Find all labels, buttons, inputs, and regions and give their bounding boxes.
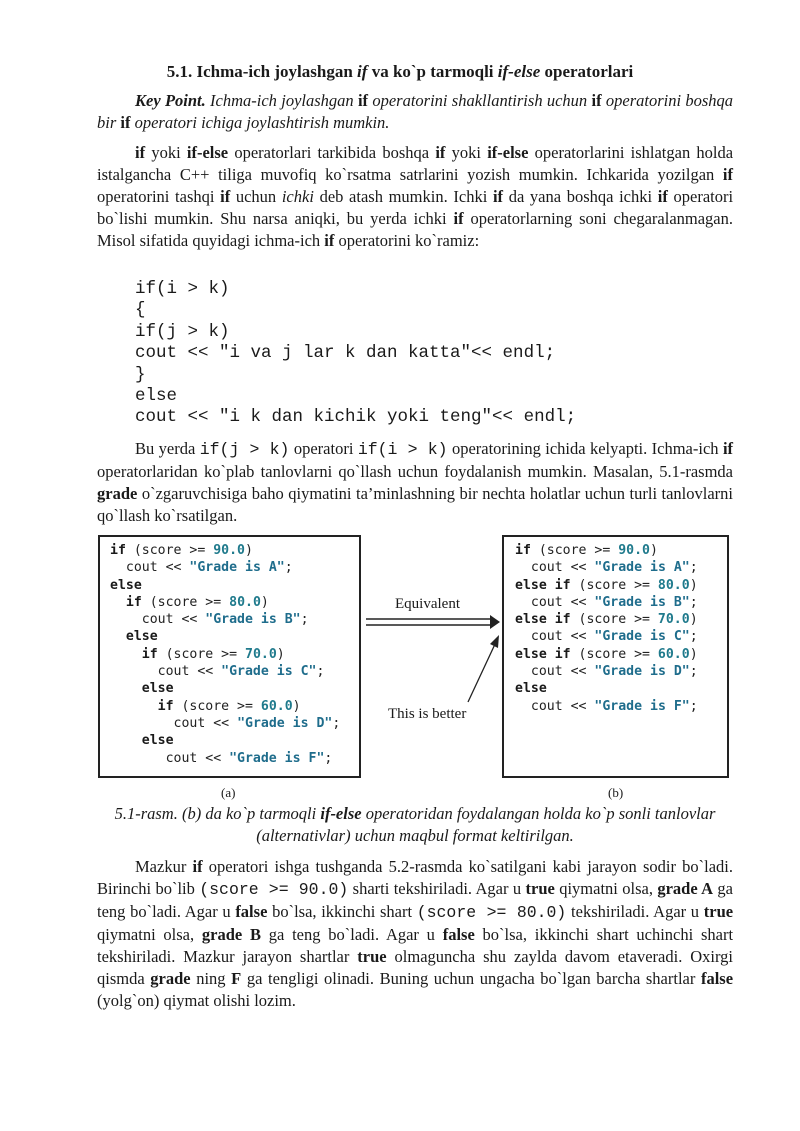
text-run: ning <box>196 969 226 988</box>
code-indent <box>110 629 126 644</box>
text-run: operatori ishga tushganda 5.2-rasmda ko`satilgani kabi jarayon sodir bo`ladi. Birinchi bo`lib <box>97 857 733 898</box>
code-text: (score >= <box>157 646 245 662</box>
text-run: sharti tekshiriladi. Agar u <box>352 879 522 898</box>
body-paragraph-3 <box>97 856 733 1012</box>
title-text: Ichma-ich joylashgan <box>196 62 353 81</box>
code-text: (score >= <box>570 612 658 628</box>
figure-code-line <box>515 542 698 559</box>
keyword: false <box>700 969 734 988</box>
code-number: 90.0 <box>213 543 245 558</box>
text-run: 5.1-rasm. (b) da ko`p tarmoqli <box>114 804 317 823</box>
key-point-label: Key Point. <box>135 91 206 110</box>
code-text: cout << <box>157 664 222 680</box>
text-run: operatori bo`lishi mumkin. Shu narsa aniqki, bu yerda ichki <box>97 187 734 228</box>
code-text: cout << <box>125 560 190 576</box>
text-run: operatoridan foydalangan holda ko`p sonli tanlovlar (alternativlar) uchun maqbul format keltirilgan. <box>256 804 716 845</box>
code-text: ) <box>245 543 253 558</box>
code-keyword: else if <box>515 612 571 628</box>
figure-code-a <box>110 542 340 767</box>
code-indent <box>110 681 142 696</box>
code-string: "Grade is C" <box>221 664 317 680</box>
code-text: (score >= <box>141 594 230 610</box>
keyword: if-else <box>487 143 529 162</box>
text-run: uchun <box>235 187 277 206</box>
code-line: else <box>135 386 178 407</box>
figure-code-line <box>110 542 340 559</box>
section-title <box>0 62 800 82</box>
code-text: ) <box>650 543 658 558</box>
keyword: if <box>722 439 734 458</box>
code-indent <box>515 664 531 679</box>
figure-code-line <box>110 628 340 645</box>
code-line: cout << "i k dan kichik yoki teng"<< endl; <box>135 407 577 428</box>
text-run: ga tengligi olinadi. Buning uchun ungacha bo`lgan barcha shartlar <box>246 969 696 988</box>
text-run: operatori ichiga joylashtirish mumkin. <box>134 113 390 132</box>
code-keyword: if <box>141 646 158 662</box>
code-text: ; <box>332 715 341 731</box>
code-indent <box>110 612 142 627</box>
code-keyword: else <box>141 733 174 749</box>
code-text: cout << <box>173 715 238 731</box>
code-indent <box>515 595 531 610</box>
text-run: qiymatni olsa, <box>97 925 195 944</box>
code-indent <box>110 733 142 748</box>
code-line: cout << "i va j lar k dan katta"<< endl; <box>135 343 556 364</box>
keyword: grade A <box>657 879 714 898</box>
text-run: operatorini ko`ramiz: <box>338 231 480 250</box>
keyword: false <box>235 902 268 921</box>
code-text: ; <box>689 698 698 714</box>
text-run: operatorini shakllantirish uchun <box>372 91 588 110</box>
code-string: "Grade is C" <box>594 629 690 645</box>
code-number: 80.0 <box>229 594 261 610</box>
equivalent-label: Equivalent <box>395 596 460 612</box>
text-run: yoki <box>451 143 481 162</box>
keyword: if <box>192 857 203 876</box>
title-text: va ko`p tarmoqli <box>371 62 494 81</box>
code-indent <box>110 595 126 610</box>
text-run: o`zgaruvchisiga baho qiymatini ta’minlashning bir nechta holatlar uchun turli tanlovlarni qo`llash ko`rsatilgan. <box>97 484 733 525</box>
code-text: cout << <box>530 698 595 714</box>
keyword: grade B <box>201 925 261 944</box>
code-number: 70.0 <box>657 612 690 628</box>
figure-code-line <box>515 663 698 680</box>
code-line: if(i > k) <box>135 279 230 299</box>
figure-code-line <box>110 698 340 715</box>
code-indent <box>110 664 158 679</box>
figure-code-line <box>110 559 340 576</box>
text-run: Mazkur <box>135 857 187 876</box>
better-label: This is better <box>388 706 467 722</box>
text-run: operatorlarini ishlatgan holda istalgancha C++ tiliga muvofiq ko`rsatma satrlarini yozish mumkin. Ichkarida yozilgan <box>97 143 734 184</box>
text-run: bo`lsa, ikkinchi shart uchinchi shart tekshiriladi. Mazkur jarayon shartlar <box>97 925 734 966</box>
italic-term: ichki <box>281 187 314 206</box>
code-text: (score >= <box>570 577 658 593</box>
keyword: false <box>442 925 475 944</box>
keyword: true <box>357 947 387 966</box>
text-run: qiymatni olsa, <box>559 879 653 898</box>
text-run: operatorlari tarkibida boshqa <box>234 143 430 162</box>
code-number: 60.0 <box>657 646 690 662</box>
inline-code: if(i > k) <box>357 440 448 459</box>
text-run: operatorining ichida kelyapti. Ichma-ich <box>451 439 719 458</box>
keyword: if <box>220 187 231 206</box>
code-string: "Grade is B" <box>594 594 690 610</box>
code-text: (score >= <box>530 543 619 558</box>
keyword: if <box>135 143 146 162</box>
inline-code: if(j > k) <box>199 440 290 459</box>
code-string: "Grade is A" <box>594 560 690 576</box>
code-keyword: else <box>110 577 142 593</box>
figure-code-line <box>515 611 698 628</box>
inline-code: (score >= 80.0) <box>416 903 567 922</box>
code-string: "Grade is B" <box>205 612 301 628</box>
code-text: ; <box>689 560 698 576</box>
code-text: ; <box>324 750 333 766</box>
code-indent <box>110 716 174 731</box>
code-keyword: if <box>515 543 531 558</box>
code-indent <box>110 751 166 766</box>
figure-caption <box>97 803 733 847</box>
figure-code-line <box>515 577 698 594</box>
code-text: ; <box>689 664 698 680</box>
text-run: da yana boshqa ichki <box>508 187 653 206</box>
text-run: Bu yerda <box>135 439 196 458</box>
code-indent <box>110 647 142 662</box>
keyword: if-else <box>320 804 362 823</box>
figure-code-line <box>110 680 340 697</box>
code-text: cout << <box>165 750 230 766</box>
code-number: 90.0 <box>618 543 650 558</box>
code-keyword: else <box>515 681 547 697</box>
code-line: if(j > k) <box>135 321 230 342</box>
text-run: operatori <box>293 439 354 458</box>
text-run: deb atash mumkin. Ichki <box>319 187 488 206</box>
code-text: ; <box>316 664 325 680</box>
code-text: ; <box>689 629 698 645</box>
code-indent <box>110 699 158 714</box>
text-run: Ichma-ich joylashgan <box>210 91 354 110</box>
text-run: operatorini boshqa bir <box>97 91 734 132</box>
keyword: if <box>120 113 131 132</box>
code-text: ; <box>284 560 293 576</box>
keyword: grade <box>97 484 138 503</box>
code-number: 60.0 <box>260 698 293 714</box>
keyword: if <box>324 231 335 250</box>
figure-code-line <box>110 715 340 732</box>
code-text: (score >= <box>125 543 214 558</box>
figure-code-line <box>110 577 340 594</box>
figure-label-a: (a) <box>221 785 236 800</box>
code-keyword: else if <box>515 577 571 593</box>
code-text: ) <box>260 594 269 610</box>
body-paragraph-1 <box>97 142 733 252</box>
keyword: if <box>591 91 602 110</box>
better-arrowhead <box>490 635 499 648</box>
text-run: ga teng bo`ladi. Agar u <box>97 879 733 921</box>
keyword: if <box>722 165 734 184</box>
title-keyword: if <box>357 62 368 81</box>
figure-code-line <box>110 750 340 767</box>
keyword: if <box>357 91 369 110</box>
code-text: (score >= <box>173 698 261 714</box>
figure-code-line <box>515 594 698 611</box>
code-line: } <box>135 364 146 385</box>
figure-code-line <box>515 680 698 697</box>
code-indent <box>515 699 531 714</box>
text-run: operatorlaridan ko`plab tanlovlarni qo`llash uchun foydalanish mumkin. Masalan, 5.1-rasmda <box>97 462 733 481</box>
code-keyword: if <box>157 698 174 714</box>
text-run: ga teng bo`ladi. Agar u <box>268 925 435 944</box>
code-text: ; <box>300 612 309 628</box>
code-string: "Grade is D" <box>237 715 333 731</box>
code-text: cout << <box>141 612 206 628</box>
code-text: cout << <box>530 560 595 576</box>
code-text: ) <box>689 577 698 593</box>
text-run: olmaguncha shu zaylda davom etaveradi. Oxirgi qismda <box>97 947 734 988</box>
keyword: true <box>525 879 555 898</box>
title-text: operatorlari <box>544 62 634 81</box>
figure-code-line <box>110 611 340 628</box>
figure-code-line <box>110 732 340 749</box>
keyword: true <box>703 902 734 921</box>
code-keyword: else if <box>515 646 571 662</box>
key-point-paragraph <box>97 90 733 134</box>
figure-code-line <box>110 646 340 663</box>
code-keyword: if <box>125 594 142 610</box>
code-example <box>135 279 576 429</box>
figure-code-line <box>515 646 698 663</box>
figure-label-b: (b) <box>608 785 624 800</box>
inline-code: (score >= 90.0) <box>199 880 349 899</box>
code-text: ) <box>689 646 698 662</box>
keyword: F <box>231 969 242 988</box>
body-paragraph-2 <box>97 438 733 527</box>
figure-code-line <box>110 594 340 611</box>
code-line: { <box>135 300 146 321</box>
section-number: 5.1. <box>166 62 193 81</box>
keyword: if <box>435 143 446 162</box>
text-run: tekshiriladi. Agar u <box>571 902 700 921</box>
code-number: 80.0 <box>657 577 690 593</box>
figure-code-line <box>110 663 340 680</box>
figure-code-line <box>515 698 698 715</box>
figure-code-b <box>515 542 698 715</box>
code-indent <box>515 560 531 575</box>
code-number: 70.0 <box>245 646 277 662</box>
figure-code-line <box>515 559 698 576</box>
keyword: if <box>492 187 504 206</box>
keyword: if <box>657 187 668 206</box>
code-indent <box>515 629 531 644</box>
code-indent <box>110 560 126 575</box>
code-string: "Grade is F" <box>594 698 690 714</box>
text-run: bo`lsa, ikkinchi shart <box>272 902 413 921</box>
equivalent-arrowhead <box>490 615 500 629</box>
code-text: cout << <box>530 664 595 680</box>
text-run: yoki <box>151 143 181 162</box>
code-text: cout << <box>530 594 595 610</box>
code-text: (score >= <box>570 646 658 662</box>
text-run: (yolg`on) qiymat olishi lozim. <box>97 991 296 1010</box>
better-arrow-line <box>468 642 496 702</box>
code-keyword: else <box>141 681 174 697</box>
code-string: "Grade is A" <box>189 560 285 576</box>
keyword: grade <box>150 969 191 988</box>
code-keyword: if <box>110 543 126 558</box>
code-keyword: else <box>125 629 158 645</box>
code-string: "Grade is F" <box>229 750 325 766</box>
code-text: ) <box>689 612 698 628</box>
keyword: if <box>453 209 464 228</box>
text-run: operatorlarning soni chegaralanmagan. Misol sifatida quyidagi ichma-ich <box>97 209 734 250</box>
code-text: cout << <box>530 629 595 645</box>
code-text: ; <box>689 594 698 610</box>
keyword: if-else <box>186 143 229 162</box>
code-text: ) <box>276 646 285 662</box>
code-text: ) <box>292 698 301 714</box>
code-string: "Grade is D" <box>594 664 690 680</box>
figure-code-line <box>515 628 698 645</box>
title-keyword: if-else <box>497 62 541 81</box>
text-run: operatorini tashqi <box>97 187 215 206</box>
